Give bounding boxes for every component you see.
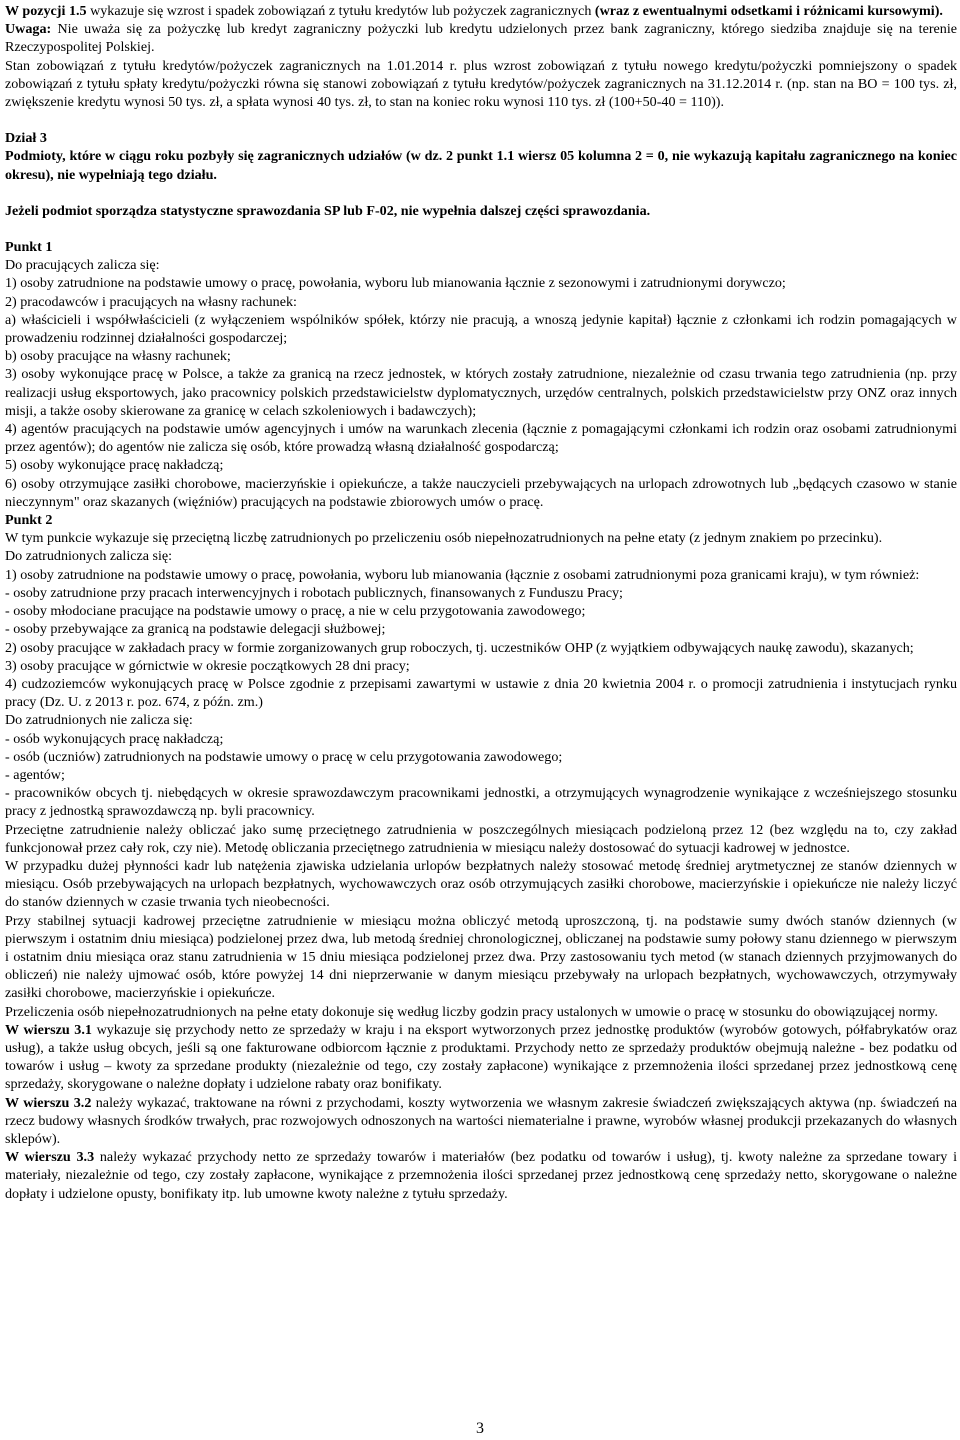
paragraph-uwaga (5, 20, 957, 56)
list-item: Do pracujących zalicza się: (5, 257, 160, 274)
list-item: W tym punkcie wykazuje się przeciętną liczbę zatrudnionych po przeliczeniu osób niepełnozatrudnionych na pełne etaty (z jednym znakiem po przecinku). (5, 530, 883, 547)
section-subtitle-dzial-3: Podmioty, które w ciągu roku pozbyły się zagranicznych udziałów (w dz. 2 punkt 1.1 wiersz 05 kolumna 2 = 0, nie wykazują kapitału zagranicznego na koniec okresu), nie wypełniają tego działu. (5, 148, 957, 183)
paragraph-tail: (wraz z ewentualnymi odsetkami i różnicami kursowymi). (594, 3, 943, 19)
spacer (5, 111, 957, 129)
paragraph-text: Stan zobowiązań z tytułu kredytów/pożyczek zagranicznych na 1.01.2014 r. plus wzrost zobowiązań z tytułu nowego kredytu/pożyczki pomniejszony o spadek zobowiązań z tytułu spłaty kredytu/pożyczki równa się stanowi zobowiązań z tytułu kredytów/pożyczek zagranicznych na 31.12.2014 r. (np. stan na BO = 100 tys. zł, zwiększenie kredytu wynosi 50 tys. zł, a spłata wynosi 40 tys. zł, to stan na koniec roku wynosi 110 tys. zł (100+50-40 = 110)). (5, 57, 957, 111)
paragraph-text: należy wykazać przychody netto ze sprzedaży towarów i materiałów (bez podatku od towarów i usług), tj. kwoty należne za sprzedane towary i materiały, niezależnie od tego, czy zostały zapłacone, wynikające z przemnożenia ilości sprzedanej przez jednostkową cenę sprzedaży netto, skorygowane o należne dopłaty i udzielone opusty, bonifikaty itp. lub umowne kwoty należne z tytułu sprzedaży. (5, 1149, 958, 1202)
list-item: Do zatrudnionych nie zalicza się: (5, 712, 193, 729)
paragraph: Przeciętne zatrudnienie należy obliczać jako sumę przeciętnego zatrudnienia w poszczególnych miesiącach podzieloną przez 12 (bez względu na to, czy zakład funkcjonował przez cały rok, czy nie). Metodę obliczania przeciętnego zatrudnienia w miesiącu należy dostosować do sytuacji kadrowej w jednostce. (5, 821, 957, 856)
paragraph-text: należy wykazać, traktowane na równi z przychodami, koszty wytworzenia we własnym zakresie świadczeń zwiększających aktywa (np. świadczeń na rzecz budowy własnych środków trwałych, prac rozwojowych odnoszonych na wartości niematerialne i prawne, wyrobów własnej produkcji przekazanych do własnych sklepów). (5, 1094, 958, 1147)
list-item: a) właścicieli i współwłaścicieli (z wyłączeniem wspólników spółek, którzy nie pracują, a wnoszą jedynie kapitał) łącznie z członkami ich rodzin pomagających w prowadzeniu rodzinnej działalności gospodarczej; (5, 311, 957, 347)
paragraph-text: Nie uważa się za pożyczkę lub kredyt zagraniczny pożyczki lub kredytu udzielonych przez bank zagraniczny, którego siedziba znajduje się na terenie Rzeczypospolitej Polskiej. (5, 21, 957, 56)
list-item: 3) osoby wykonujące pracę w Polsce, a także za granicą na rzecz jednostek, w których zostały zatrudnione, niezależnie od czasu trwania tego zatrudnienia (np. przy realizacji usług eksportowych, jako pracownicy polskich przedstawicielstw dyplomatycznych, urzędów centralnych, polskich przedstawicielstw przy ONZ oraz innych misji, a także osoby skierowane za granicę w celach szkoleniowych i badawczych); (5, 366, 957, 419)
list-item: b) osoby pracujące na własny rachunek; (5, 348, 231, 365)
paragraph: Przy stabilnej sytuacji kadrowej przeciętne zatrudnienie w miesiącu można obliczyć metodą uproszczoną, tj. na podstawie sumy dwóch stanów dziennych (w pierwszym i ostatnim dniu miesiąca) podzielonej przez dwa, lub metodą średniej chronologicznej, obliczanej na podstawie sumy połowy stanu dziennego w pierwszym i ostatnim dniu miesiąca oraz stanu zatrudnienia w 15 dniu miesiąca podzielonej przez dwa. Przy zastosowaniu tych metod (w stanach dziennych przyjmowanych do obliczeń) nie należy ujmować osób, które powyżej 14 dni nieprzerwanie w danym miesiącu przebywały na urlopach bezpłatnych, wychowawczych, otrzymywały zasiłki chorobowe, macierzyńskie i opiekuńcze. (5, 912, 957, 1002)
paragraph-lead: Uwaga: (5, 21, 52, 38)
paragraph-wiersz-3-2 (5, 1094, 957, 1149)
spacer (5, 220, 957, 238)
list-item: - agentów; (5, 766, 65, 783)
section-heading-dzial-3: Dział 3 (5, 130, 47, 147)
list-item: - osób (uczniów) zatrudnionych na podstawie umowy o pracę w celu przygotowania zawodowego; (5, 748, 563, 765)
paragraph-text: wykazuje się wzrost i spadek zobowiązań z tytułu kredytów lub pożyczek zagranicznych (86, 3, 595, 19)
paragraph-text: wykazuje się przychody netto ze sprzedaży w kraju i na eksport wytworzonych przez jednostkę produktów (wyrobów gotowych, półfabrykatów oraz usług), a także usług obcych, jeśli są one fakturowane odbiorcom łącznie z produktami. Przychody netto ze sprzedaży produktów obejmują należne - bez podatku od towarów i usług – kwoty za sprzedane produkty (niezależnie od tego, czy zostały zapłacone) wynikające z przemnożenia ilości sprzedanej przez jednostkową cenę sprzedaży, skorygowane o należne dopłaty i udzielone rabaty oraz bonifikaty. (5, 1021, 958, 1093)
page-number: 3 (476, 1420, 484, 1437)
paragraph: W przypadku dużej płynności kadr lub natężenia zjawiska udzielania urlopów bezpłatnych należy stosować metodę średniej arytmetycznej ze stanów dziennych w miesiącu. Osób przebywających na urlopach bezpłatnych, wychowawczych oraz osób otrzymujących zasiłki chorobowe, macierzyńskie i opiekuńcze nie należy liczyć do stanów dziennych w czasie trwania tych nieobecności. (5, 857, 957, 911)
list-item: - osoby przebywające za granicą na podstawie delegacji służbowej; (5, 621, 386, 638)
list-item: 1) osoby zatrudnione na podstawie umowy o pracę, powołania, wyboru lub mianowania (łącznie z osobami zatrudnionymi poza granicami kraju), w tym również: (5, 566, 920, 583)
paragraph-lead: W wierszu 3.1 (5, 1021, 92, 1038)
paragraph-lead: W pozycji 1.5 (5, 3, 87, 19)
section-heading-punkt-1: Punkt 1 (5, 239, 53, 256)
list-item: 3) osoby pracujące w górnictwie w okresie początkowych 28 dni pracy; (5, 657, 410, 674)
spacer (5, 184, 957, 202)
paragraph-wiersz-3-3 (5, 1148, 957, 1203)
list-item: 2) pracodawców i pracujących na własny rachunek: (5, 293, 297, 310)
list-item: 2) osoby pracujące w zakładach pracy w formie zorganizowanych grup roboczych, tj. uczestników OHP (z wyjątkiem odbywających naukę zawodu), skazanych; (5, 639, 914, 656)
list-item: 6) osoby otrzymujące zasiłki chorobowe, macierzyńskie i opiekuńcze, a także nauczycieli przebywających na urlopach zdrowotnych lub „będących czasowo w stanie nieczynnym" oraz skazanych (więźniów) pracujących na podstawie zbiorowych umów o pracę. (5, 475, 957, 510)
list-item: 1) osoby zatrudnione na podstawie umowy o pracę, powołania, wyboru lub mianowania łącznie z sezonowymi i zatrudnionymi dorywczo; (5, 275, 786, 292)
paragraph-lead: W wierszu 3.3 (5, 1149, 95, 1166)
list-item: - pracowników obcych tj. niebędących w okresie sprawozdawczym pracownikami jednostki, a otrzymujących wynagrodzenie wynikające z wcześniejszego stosunku pracy z jednostką sprawozdawczą np. byli pracownicy. (5, 785, 957, 820)
list-item: 4) cudzoziemców wykonujących pracę w Polsce zgodnie z przepisami zawartymi w ustawie z dnia 20 kwietnia 2004 r. o promocji zatrudnienia i instytucjach rynku pracy (Dz. U. z 2013 r. poz. 674, z późn. zm.) (5, 675, 957, 711)
list-item: - osoby zatrudnione przy pracach interwencyjnych i robotach publicznych, finansowanych z Funduszu Pracy; (5, 584, 623, 601)
list-item: 5) osoby wykonujące pracę nakładczą; (5, 457, 224, 474)
list-item: - osób wykonujących pracę nakładczą; (5, 730, 224, 747)
section-note: Jeżeli podmiot sporządza statystyczne sprawozdania SP lub F-02, nie wypełnia dalszej części sprawozdania. (5, 202, 651, 219)
list-item: 4) agentów pracujących na podstawie umów agencyjnych i umów na warunkach zlecenia (łącznie z pomagającymi członkami ich rodzin oraz osobami zatrudnionymi przez agentów); do agentów nie zalicza się osób, które prowadzą własną działalność gospodarczą; (5, 421, 957, 456)
page-content (5, 2, 957, 1203)
list-item: Do zatrudnionych zalicza się: (5, 548, 173, 565)
paragraph: Przeliczenia osób niepełnozatrudnionych na pełne etaty dokonuje się według liczby godzin pracy ustalonych w umowie o pracę w stosunku do obowiązującej normy. (5, 1003, 938, 1020)
list-item: - osoby młodociane pracujące na podstawie umowy o pracę, a nie w celu przygotowania zawodowego; (5, 603, 586, 620)
paragraph-lead: W wierszu 3.2 (5, 1094, 92, 1111)
paragraph-wiersz-3-1 (5, 1021, 957, 1094)
section-heading-punkt-2: Punkt 2 (5, 512, 53, 529)
paragraph-stan-zobowiazan (5, 57, 957, 112)
paragraph-pozycja-1-5 (5, 2, 957, 20)
